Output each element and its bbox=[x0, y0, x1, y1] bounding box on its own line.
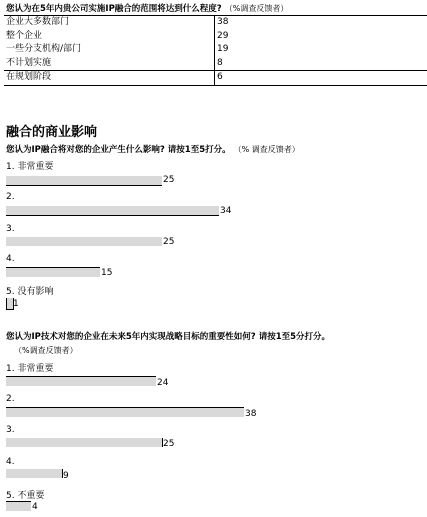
section-title: 融合的商业影响 bbox=[6, 125, 98, 140]
bar-label: 3. bbox=[6, 425, 15, 435]
row-label: 在规划阶段 bbox=[4, 71, 215, 86]
bar-label: 3. bbox=[6, 224, 15, 234]
bar bbox=[6, 501, 31, 511]
row-label: 企业大多数部门 bbox=[4, 16, 215, 30]
bar bbox=[6, 237, 162, 246]
bar-value: 15 bbox=[101, 268, 113, 278]
table-row bbox=[4, 57, 427, 71]
row-label: 一些分支机构/部门 bbox=[4, 43, 215, 57]
bar-label: 1. 非常重要 bbox=[6, 364, 54, 374]
row-value: 29 bbox=[217, 30, 229, 41]
bar-label: 4. bbox=[6, 457, 15, 467]
bar bbox=[6, 206, 219, 216]
bar-value: 1 bbox=[13, 299, 19, 309]
table-row bbox=[4, 43, 427, 57]
bar-value: 25 bbox=[163, 439, 175, 449]
bar-value: 24 bbox=[157, 378, 169, 388]
q2-question bbox=[6, 143, 300, 155]
q2-note: （% 调查反馈者） bbox=[233, 145, 300, 154]
bar-label: 5. 没有影响 bbox=[6, 287, 54, 297]
row-value: 8 bbox=[217, 57, 223, 68]
bar-value: 34 bbox=[220, 206, 232, 216]
row-value: 19 bbox=[217, 44, 229, 54]
bar-value: 25 bbox=[163, 175, 175, 185]
bar-value: 25 bbox=[163, 237, 175, 247]
table-row bbox=[4, 16, 427, 30]
bar-value: 38 bbox=[245, 409, 257, 419]
bar-label: 1. 非常重要 bbox=[6, 162, 54, 172]
q2-question-text: 您认为IP融合将对您的企业产生什么影响? 请按1至5打分。 bbox=[6, 145, 231, 155]
bar-label: 2. bbox=[6, 192, 15, 202]
bar bbox=[6, 438, 163, 447]
bar-value: 9 bbox=[63, 471, 69, 481]
bar-value: 4 bbox=[32, 502, 38, 512]
q3-note-text: （%调查反馈者） bbox=[14, 346, 78, 355]
bar bbox=[6, 176, 162, 186]
q3-question: 您认为IP技术对您的企业在未来5年内实现战略目标的重要性如何? 请按1至5分打分。 bbox=[6, 332, 331, 342]
q1-question bbox=[6, 2, 288, 14]
row-value: 38 bbox=[215, 16, 427, 30]
bar-label: 5. 不重要 bbox=[6, 491, 45, 501]
bar bbox=[6, 267, 100, 277]
q1-question-text: 您认为在5年内贵公司实施IP融合的范围将达到什么程度? bbox=[6, 4, 222, 14]
q1-note: （%调查反馈者） bbox=[224, 4, 289, 13]
q1-table bbox=[4, 15, 427, 86]
bar bbox=[6, 407, 244, 417]
bar bbox=[6, 469, 63, 478]
row-label: 不计划实施 bbox=[4, 57, 215, 71]
bar bbox=[6, 376, 156, 386]
row-value: 6 bbox=[215, 71, 427, 86]
bar-label: 4. bbox=[6, 254, 15, 264]
bar-label: 2. bbox=[6, 394, 15, 404]
row-label: 整个企业 bbox=[4, 30, 215, 44]
table-row bbox=[4, 71, 427, 86]
table-row bbox=[4, 30, 427, 44]
q3-note bbox=[14, 345, 78, 356]
